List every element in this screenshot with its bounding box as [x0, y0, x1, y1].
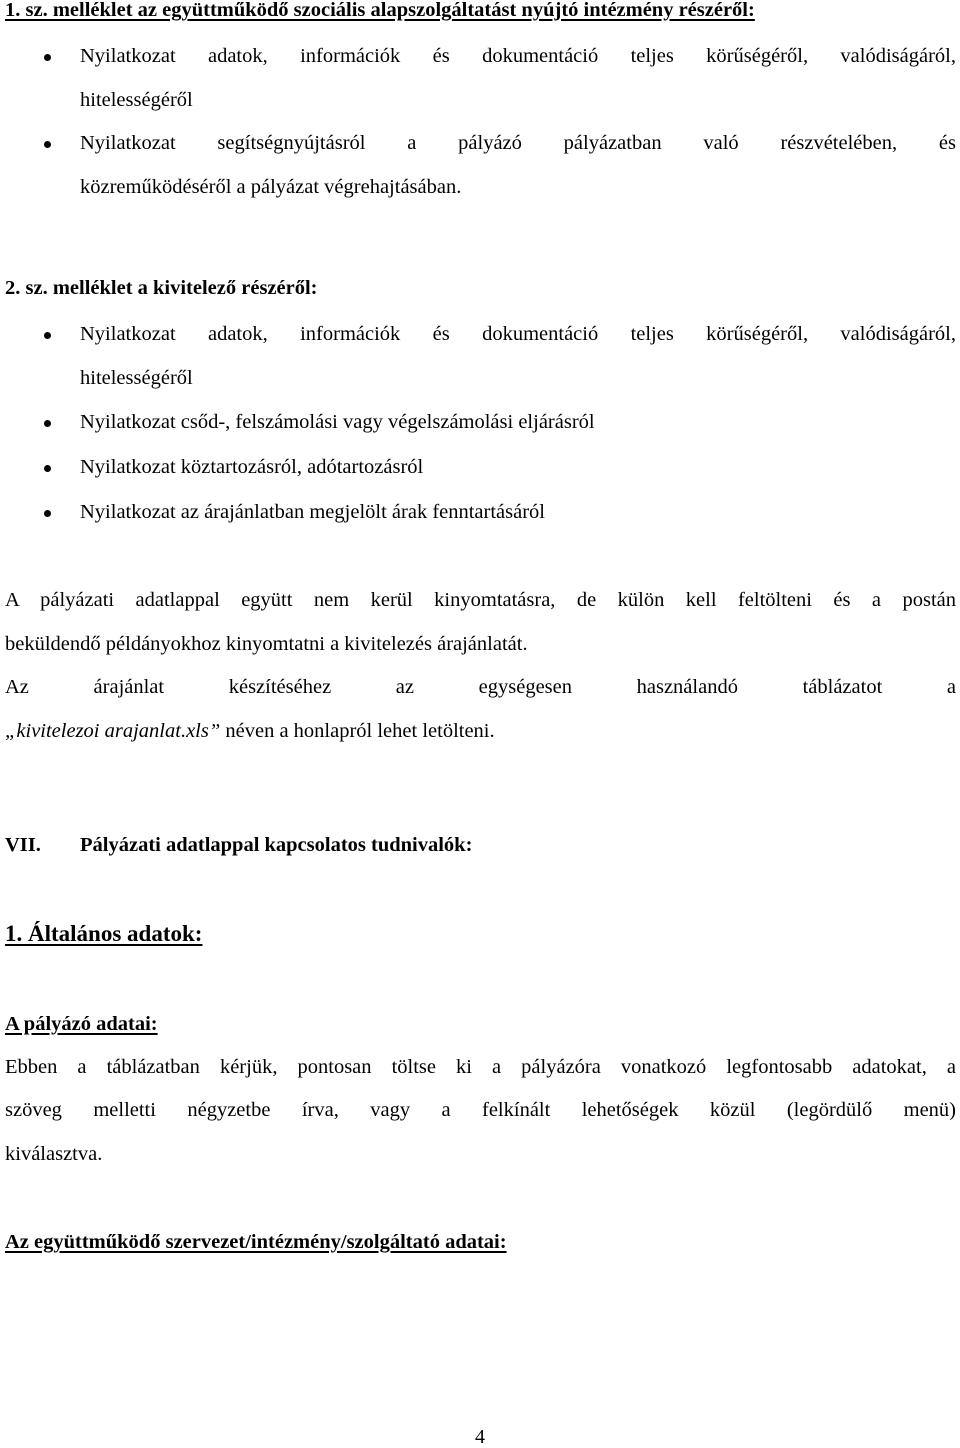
partner-heading: Az együttműködő szervezet/intézmény/szolgáltató adatai: — [5, 1231, 507, 1253]
list-item-line-1: Nyilatkozat adatok, információk és dokumentáció teljes körűségéről, valódiságáról, — [80, 45, 956, 67]
bullet-icon — [44, 332, 51, 339]
bullet-icon — [44, 420, 51, 427]
list-item-line-1: Nyilatkozat adatok, információk és dokumentáció teljes körűségéről, valódiságáról, — [80, 323, 956, 345]
section-1-heading: 1. sz. melléklet az együttműködő szociális alapszolgáltatást nyújtó intézmény részéről: — [5, 0, 755, 21]
applicant-line-3: kiválasztva. — [5, 1143, 103, 1165]
general-data-heading: 1. Általános adatok: — [5, 921, 203, 946]
list-item-line-2: hitelességéről — [80, 89, 193, 111]
file-name: „kivitelezoi arajanlat.xls” — [5, 720, 221, 742]
note-line-3: Az árajánlat készítéséhez az egységesen használandó táblázatot a — [5, 676, 956, 698]
bullet-icon — [44, 510, 51, 517]
section-2-heading: 2. sz. melléklet a kivitelező részéről: — [5, 277, 318, 299]
page-number: 4 — [475, 1426, 485, 1448]
note-line-4 — [5, 719, 956, 743]
list-item-line-2: hitelességéről — [80, 367, 193, 389]
note-line-1: A pályázati adatlappal együtt nem kerül kinyomtatásra, de külön kell feltölteni és a postán — [5, 589, 956, 611]
bullet-icon — [44, 141, 51, 148]
bullet-icon — [44, 54, 51, 61]
chapter-title: Pályázati adatlappal kapcsolatos tudnivalók: — [80, 834, 473, 856]
list-item-line-1: Nyilatkozat köztartozásról, adótartozásról — [80, 456, 424, 478]
chapter-number: VII. — [5, 834, 41, 856]
applicant-line-2: szöveg melletti négyzetbe írva, vagy a felkínált lehetőségek közül (legördülő menü) — [5, 1099, 956, 1121]
list-item-line-2: közreműködéséről a pályázat végrehajtásában. — [80, 176, 462, 198]
applicant-line-1: Ebben a táblázatban kérjük, pontosan töltse ki a pályázóra vonatkozó legfontosabb adatokat, a — [5, 1056, 956, 1078]
list-item-line-1: Nyilatkozat az árajánlatban megjelölt árak fenntartásáról — [80, 501, 546, 523]
list-item-line-1: Nyilatkozat csőd-, felszámolási vagy végelszámolási eljárásról — [80, 411, 595, 433]
bullet-icon — [44, 465, 51, 472]
list-item-line-1: Nyilatkozat segítségnyújtásról a pályázó pályázatban való részvételében, és — [80, 132, 956, 154]
note-line-4-rest: néven a honlapról lehet letölteni. — [220, 720, 495, 742]
applicant-heading: A pályázó adatai: — [5, 1013, 158, 1035]
note-line-2: beküldendő példányokhoz kinyomtatni a kivitelezés árajánlatát. — [5, 633, 528, 655]
